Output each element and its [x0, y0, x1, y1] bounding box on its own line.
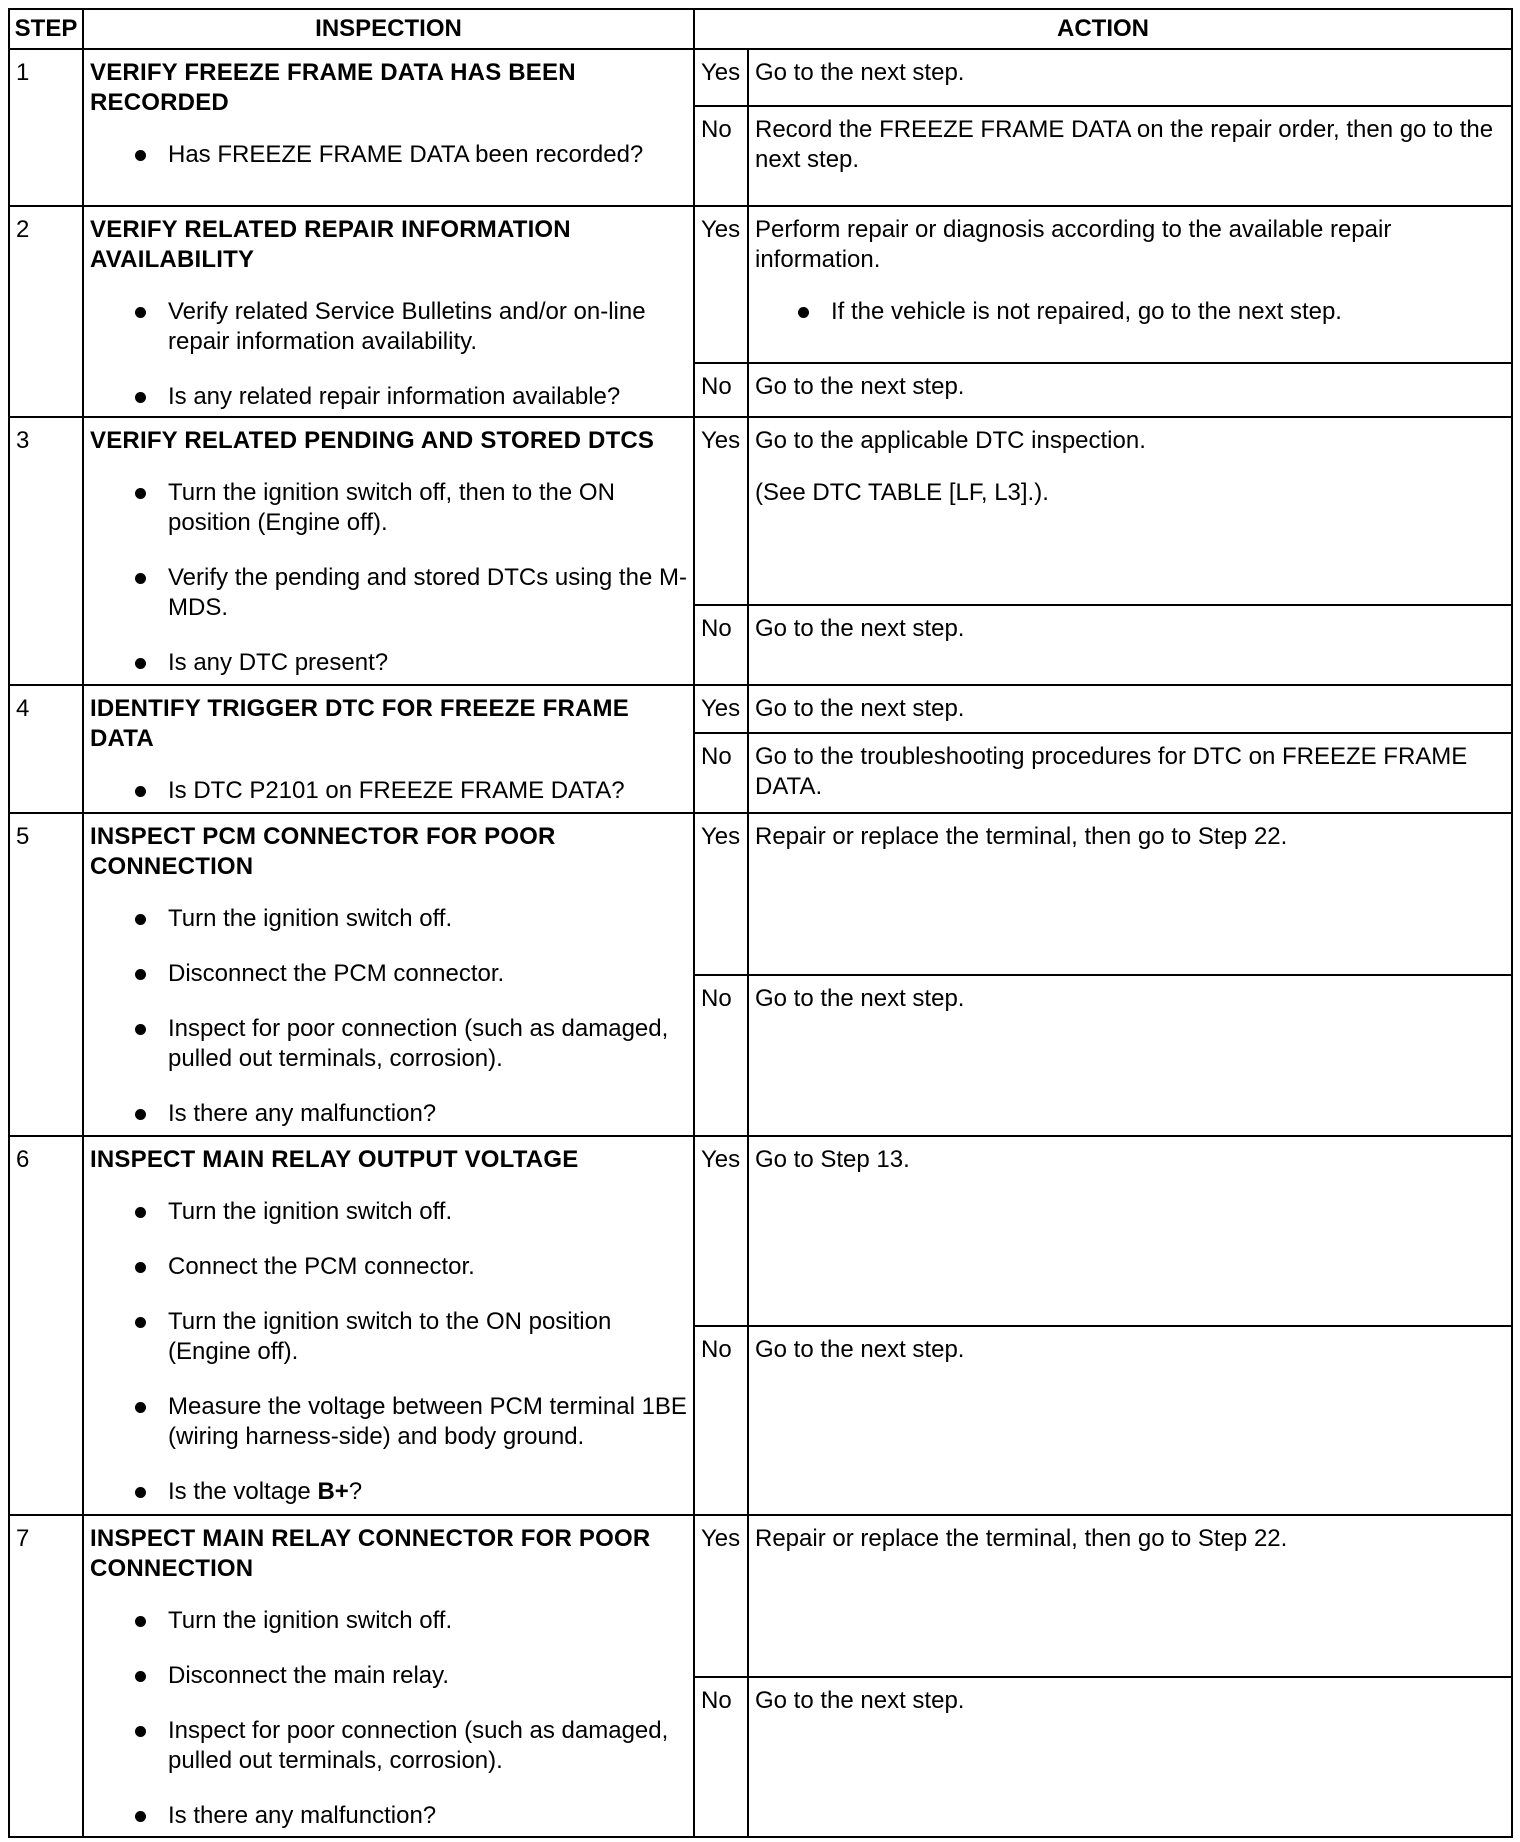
step-6-bullet-3: Turn the ignition switch to the ON position (Engine off). — [128, 1307, 687, 1367]
step-2-yes-label: Yes — [694, 206, 748, 363]
step-7-bullet-3: Inspect for poor connection (such as damaged, pulled out terminals, corrosion). — [128, 1716, 687, 1776]
step-2-no-action: Go to the next step. — [748, 363, 1512, 417]
step-4-yes-row — [9, 685, 1512, 733]
step-5-bullet-1: Turn the ignition switch off. — [128, 904, 687, 934]
step-3-bullet-2: Verify the pending and stored DTCs using the M-MDS. — [128, 563, 687, 623]
step-6-bullet-5-suffix: ? — [348, 1478, 363, 1505]
step-5-yes-label: Yes — [694, 813, 748, 975]
step-5-yes-action: Repair or replace the terminal, then go to Step 22. — [748, 813, 1512, 975]
step-5-bullet-2: Disconnect the PCM connector. — [128, 959, 687, 989]
step-2-no-label: No — [694, 363, 748, 417]
step-7-inspection — [83, 1515, 694, 1837]
step-2-inspection — [83, 206, 694, 417]
step-6-no-action: Go to the next step. — [748, 1326, 1512, 1515]
step-1-yes-label: Yes — [694, 49, 748, 106]
step-7-yes-row — [9, 1515, 1512, 1677]
step-7-number: 7 — [9, 1515, 83, 1837]
step-5-yes-row — [9, 813, 1512, 975]
step-4-no-label: No — [694, 733, 748, 813]
step-3-no-action: Go to the next step. — [748, 605, 1512, 685]
step-4-yes-action: Go to the next step. — [748, 685, 1512, 733]
step-6-bullet-5 — [128, 1477, 687, 1507]
step-2-title: VERIFY RELATED REPAIR INFORMATION AVAILABILITY — [90, 216, 571, 273]
step-1-no-action: Record the FREEZE FRAME DATA on the repair order, then go to the next step. — [748, 106, 1512, 206]
step-3-bullets — [90, 478, 687, 678]
header-row — [9, 9, 1512, 49]
step-7-no-label: No — [694, 1677, 748, 1837]
step-5-bullet-3: Inspect for poor connection (such as damaged, pulled out terminals, corrosion). — [128, 1014, 687, 1074]
step-5-bullet-4: Is there any malfunction? — [128, 1099, 687, 1129]
step-6-yes-row — [9, 1136, 1512, 1326]
step-3-yes-action — [748, 417, 1512, 605]
step-2-yes-bullet: If the vehicle is not repaired, go to the next step. — [791, 297, 1505, 327]
step-2-yes-text: Perform repair or diagnosis according to the available repair information. — [755, 216, 1392, 273]
step-4-no-action: Go to the troubleshooting procedures for DTC on FREEZE FRAME DATA. — [748, 733, 1512, 813]
diagnostic-table — [8, 8, 1513, 1838]
step-7-yes-label: Yes — [694, 1515, 748, 1677]
step-7-bullet-1: Turn the ignition switch off. — [128, 1606, 687, 1636]
step-4-inspection — [83, 685, 694, 813]
step-7-bullet-2: Disconnect the main relay. — [128, 1661, 687, 1691]
step-3-yes-row — [9, 417, 1512, 605]
step-6-bullet-1: Turn the ignition switch off. — [128, 1197, 687, 1227]
step-header: STEP — [9, 9, 83, 49]
step-3-yes-label: Yes — [694, 417, 748, 605]
step-6-inspection — [83, 1136, 694, 1515]
step-3-yes-text: Go to the applicable DTC inspection. — [755, 427, 1146, 454]
step-4-title: IDENTIFY TRIGGER DTC FOR FREEZE FRAME DATA — [90, 695, 629, 752]
step-3-title: VERIFY RELATED PENDING AND STORED DTCS — [90, 427, 655, 454]
step-5-no-label: No — [694, 975, 748, 1136]
step-1-number: 1 — [9, 49, 83, 206]
step-6-bullets — [90, 1197, 687, 1507]
step-1-inspection — [83, 49, 694, 206]
step-1-bullet-1: Has FREEZE FRAME DATA been recorded? — [128, 140, 687, 170]
step-3-dtc-table-reference: (See DTC TABLE [LF, L3].). — [755, 479, 1049, 506]
inspection-header: INSPECTION — [83, 9, 694, 49]
step-1-yes-row — [9, 49, 1512, 106]
step-1-no-label: No — [694, 106, 748, 206]
step-2-yes-bullets — [755, 297, 1505, 327]
step-6-bullet-2: Connect the PCM connector. — [128, 1252, 687, 1282]
step-2-bullet-2: Is any related repair information available? — [128, 382, 687, 412]
step-2-bullet-1: Verify related Service Bulletins and/or on-line repair information availability. — [128, 297, 687, 357]
step-7-title: INSPECT MAIN RELAY CONNECTOR FOR POOR CONNECTION — [90, 1525, 651, 1582]
step-3-bullet-3: Is any DTC present? — [128, 648, 687, 678]
step-6-bullet-4: Measure the voltage between PCM terminal 1BE (wiring harness-side) and body ground. — [128, 1392, 687, 1452]
step-7-no-action: Go to the next step. — [748, 1677, 1512, 1837]
step-6-yes-action: Go to Step 13. — [748, 1136, 1512, 1326]
step-6-yes-label: Yes — [694, 1136, 748, 1326]
step-1-yes-action: Go to the next step. — [748, 49, 1512, 106]
step-4-bullet-1: Is DTC P2101 on FREEZE FRAME DATA? — [128, 776, 687, 806]
step-3-no-label: No — [694, 605, 748, 685]
step-5-title: INSPECT PCM CONNECTOR FOR POOR CONNECTION — [90, 823, 556, 880]
step-5-number: 5 — [9, 813, 83, 1136]
step-7-bullets — [90, 1606, 687, 1831]
step-6-bullet-5-prefix: Is the voltage — [168, 1478, 318, 1505]
step-6-no-label: No — [694, 1326, 748, 1515]
step-3-inspection — [83, 417, 694, 685]
step-3-bullet-1: Turn the ignition switch off, then to the ON position (Engine off). — [128, 478, 687, 538]
step-1-bullets — [90, 140, 687, 170]
step-2-yes-row — [9, 206, 1512, 363]
step-4-yes-label: Yes — [694, 685, 748, 733]
step-6-number: 6 — [9, 1136, 83, 1515]
action-header: ACTION — [694, 9, 1512, 49]
step-5-inspection — [83, 813, 694, 1136]
step-4-number: 4 — [9, 685, 83, 813]
step-1-title: VERIFY FREEZE FRAME DATA HAS BEEN RECORDED — [90, 59, 576, 116]
step-6-bullet-5-bplus: B+ — [317, 1478, 349, 1505]
step-7-yes-action: Repair or replace the terminal, then go to Step 22. — [748, 1515, 1512, 1677]
step-2-number: 2 — [9, 206, 83, 417]
step-3-number: 3 — [9, 417, 83, 685]
step-6-title: INSPECT MAIN RELAY OUTPUT VOLTAGE — [90, 1146, 579, 1173]
step-4-bullets — [90, 776, 687, 806]
step-7-bullet-4: Is there any malfunction? — [128, 1801, 687, 1831]
step-2-bullets — [90, 297, 687, 412]
step-2-yes-action — [748, 206, 1512, 363]
step-5-bullets — [90, 904, 687, 1129]
step-5-no-action: Go to the next step. — [748, 975, 1512, 1136]
